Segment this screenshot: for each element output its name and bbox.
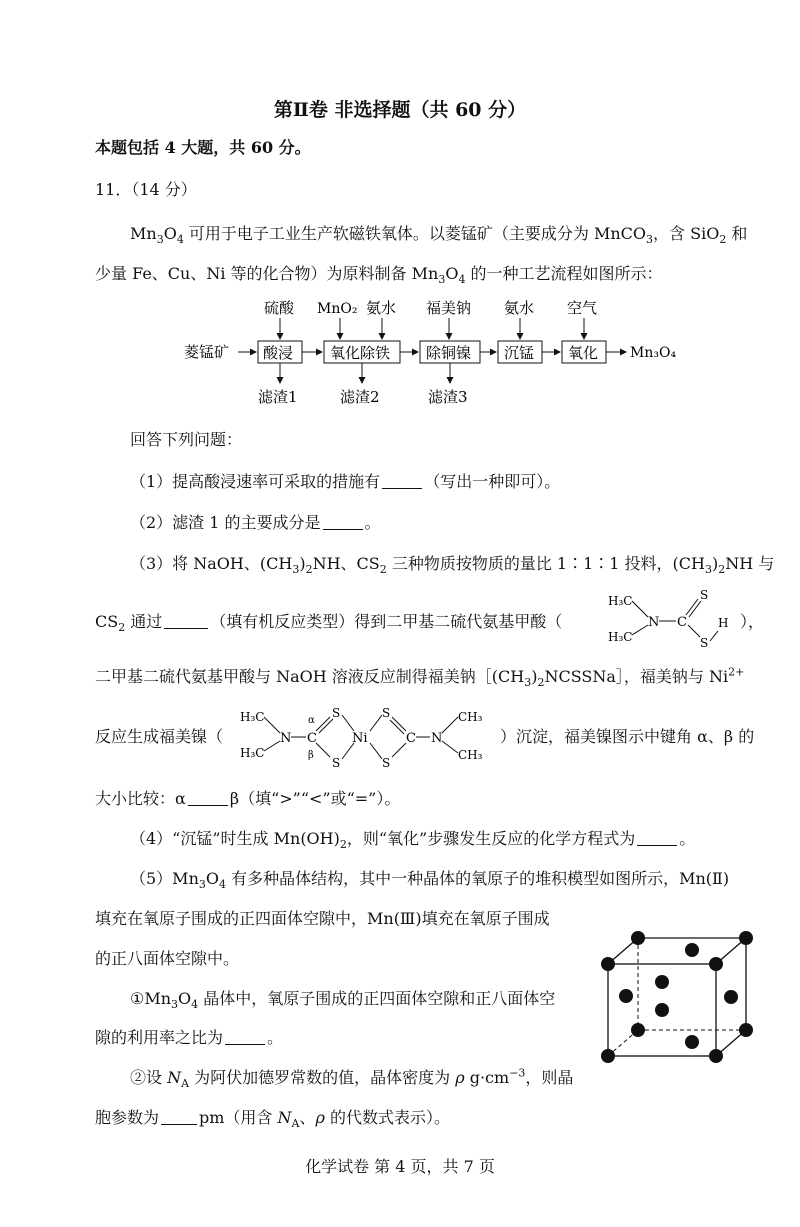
subquestion-3-line-1: （3）将 NaOH、$(CH_3)_2NH$、$CS_2$ 三种物质按物质的量比 1∶1∶1 投料，$(CH_3)_2NH$ 与 [130,554,775,577]
svg-text:C: C [307,731,317,746]
flow-residue: 滤渣3 [428,388,468,406]
answer-blank[interactable] [637,831,677,846]
answer-blank[interactable] [225,1030,265,1045]
subquestion-3-line-3: 二甲基二硫代氨基甲酸与 NaOH 溶液反应制得福美钠$[(CH_3)_2NCSSNa]$，福美钠与 $Ni^{2+}$ [95,665,745,690]
svg-text:H₃C: H₃C [608,594,633,608]
svg-text:S: S [382,756,391,770]
subquestion-5-part-2: ②设 $N_A$ 为阿伏加德罗常数的值，晶体密度为 ρ $g\cdot cm^{-3}$，则晶 [130,1066,574,1091]
flow-step-label: 沉锰 [504,344,535,362]
svg-text:S: S [332,706,341,720]
flow-step-label: 氧化除铁 [330,344,391,362]
flow-step-label: 酸浸 [263,344,294,362]
answer-blank[interactable] [164,614,208,629]
question-number: 11．（14 分） [95,180,197,199]
dithiocarbamic-acid-structure [606,585,746,655]
answer-prompt: 回答下列问题： [130,430,243,449]
flow-reagent: 氨水 [504,299,535,317]
svg-text:H₃C: H₃C [240,746,265,760]
subquestion-5-line-1: $(5)Mn_3O_4$ 有多种晶体结构，其中一种晶体的氧原子的堆积模型如图所示，Mn(Ⅱ) [130,869,730,892]
svg-text:S: S [700,588,709,602]
subquestion-3-line-5: 大小比较：α β（填“>”“<”或“=”）。 [95,789,401,808]
svg-text:S: S [382,706,391,720]
flow-reagent: 空气 [567,299,598,317]
flow-reagent: MnO₂ [317,301,358,317]
svg-text:N: N [648,615,660,630]
svg-text:H: H [718,616,729,630]
svg-text:N: N [280,731,292,746]
subquestion-5-part-2-cont: 胞参数为 pm（用含 $N_A$、ρ 的代数式表示）。 [95,1108,450,1131]
subquestion-2: （2）滤渣 1 的主要成分是 。 [130,513,381,532]
subquestion-1: （1）提高酸浸速率可采取的措施有 （写出一种即可）。 [130,472,561,491]
subquestion-5-line-3: 的正八面体空隙中。 [95,949,240,968]
flow-step-label: 氧化 [568,344,599,362]
subquestion-5-part-1: $①Mn_3O_4$ 晶体中，氧原子围成的正四面体空隙和正八面体空 [130,989,556,1012]
svg-text:β: β [308,750,314,761]
svg-text:N: N [431,731,443,746]
svg-text:CH₃: CH₃ [458,710,483,724]
flow-step-label: 除铜镍 [426,344,472,362]
subquestion-3-line-4: 反应生成福美镍（ [95,727,224,746]
intro-text: 本题包括 4 大题，共 60 分。 [95,138,311,157]
subquestion-5-line-2: 填充在氧原子围成的正四面体空隙中，Mn(Ⅲ)填充在氧原子围成 [95,909,550,928]
flow-reagent: 硫酸 [264,299,295,317]
flow-residue: 滤渣2 [340,388,380,406]
svg-text:S: S [700,636,709,650]
subquestion-4: （4）“沉锰”时生成 $Mn(OH)_2$，则“氧化”步骤发生反应的化学方程式为 。 [130,829,696,852]
svg-text:C: C [677,615,687,630]
answer-blank[interactable] [188,791,228,806]
page-footer: 化学试卷 第 4 页，共 7 页 [305,1157,495,1176]
flow-reagent: 氨水 [366,299,397,317]
svg-text:Ni: Ni [352,731,368,746]
svg-text:C: C [406,731,416,746]
answer-blank[interactable] [382,474,422,489]
subquestion-5-part-1-cont: 隙的利用率之比为 。 [95,1028,284,1047]
svg-text:H₃C: H₃C [240,710,265,724]
flow-product: Mn₃O₄ [630,345,677,361]
svg-text:H₃C: H₃C [608,630,633,644]
svg-text:α: α [308,715,315,726]
svg-text:S: S [332,756,341,770]
flow-reagent: 福美钠 [426,299,472,317]
question-paragraph-1: $Mn_3O_4$ 可用于电子工业生产软磁铁氧体。以菱锰矿（主要成分为 MnCO$_3$，含 SiO$_2$ 和 [130,224,748,247]
subquestion-3-line-2-end: ）， [740,612,765,631]
subquestion-3-line-4-end: ）沉淀，福美镍图示中键角 α、β 的 [500,727,755,746]
flow-residue: 滤渣1 [258,388,298,406]
answer-blank[interactable] [161,1110,197,1125]
nickel-dithiocarbamate-structure [238,703,496,771]
question-paragraph-2: 少量 Fe、Cu、Ni 等的化合物）为原料制备 $Mn_3O_4$ 的一种工艺流程如图所示： [95,264,663,287]
subquestion-3-line-2: $CS_2$ 通过 （填有机反应类型）得到二甲基二硫代氨基甲酸（ [95,612,563,635]
section-title: 第Ⅱ卷 非选择题（共 60 分） [273,99,527,121]
flow-start: 菱锰矿 [184,343,230,361]
answer-blank[interactable] [323,515,363,530]
process-flow-diagram [170,295,690,410]
crystal-cell-diagram [596,920,756,1068]
svg-text:CH₃: CH₃ [458,748,483,762]
